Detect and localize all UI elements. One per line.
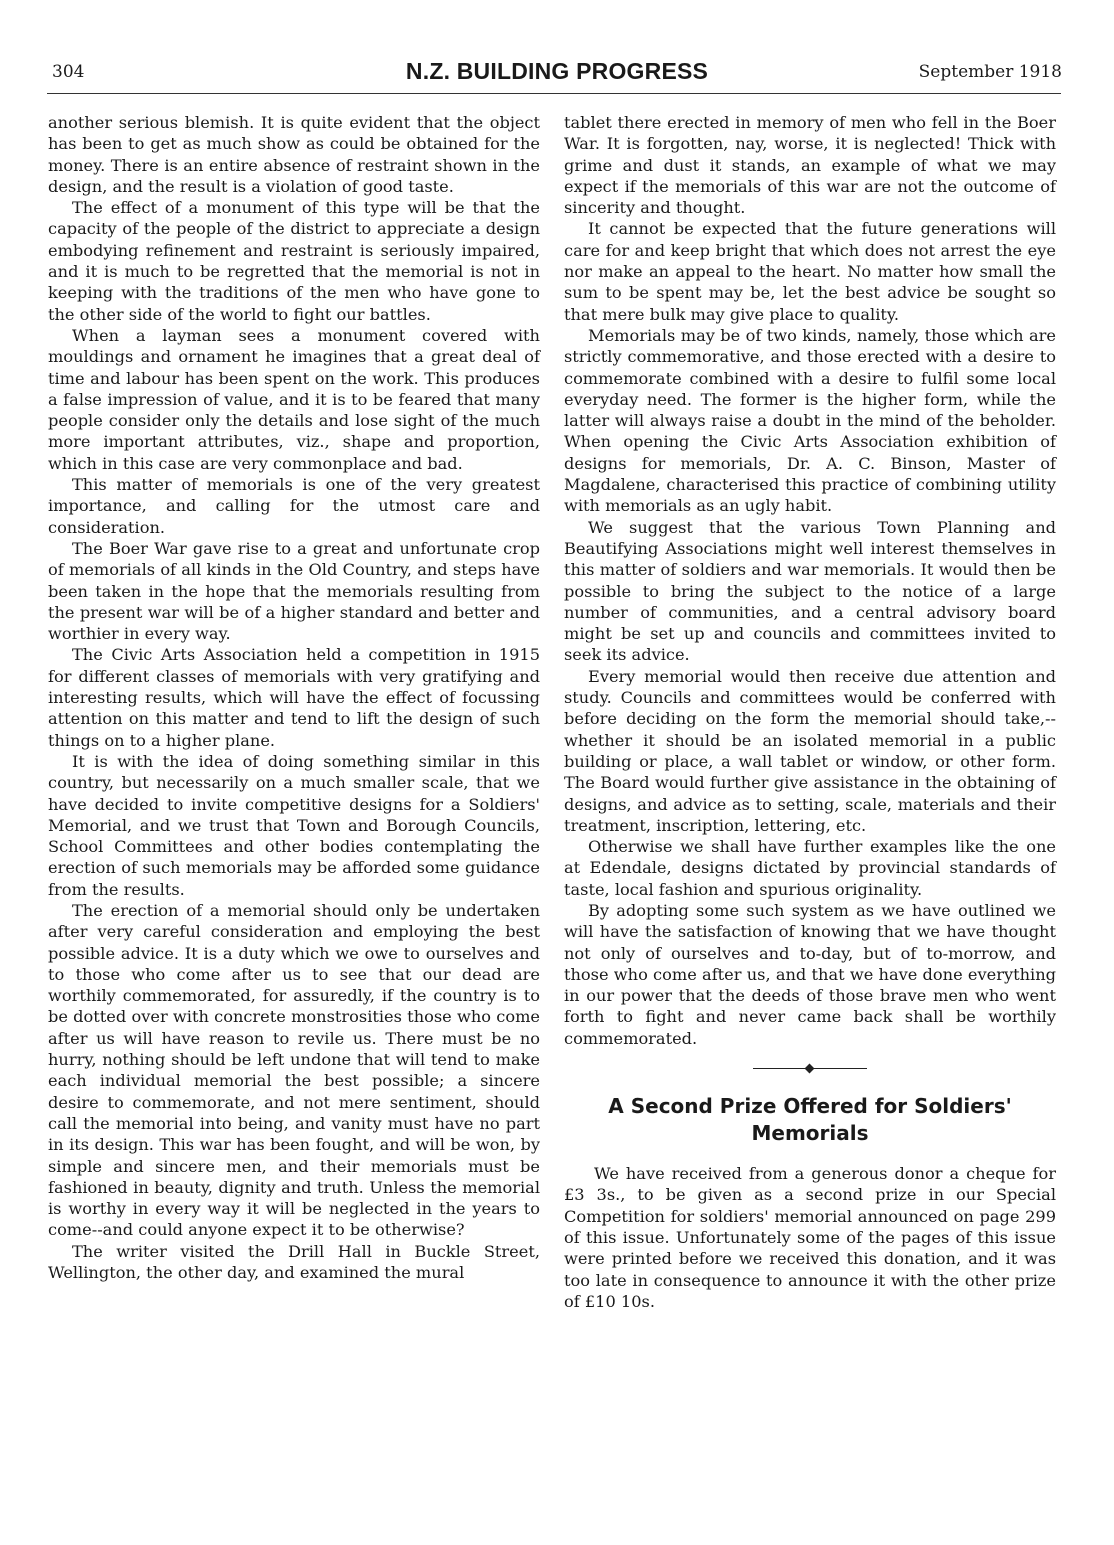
running-header xyxy=(52,58,1062,92)
paragraph: It cannot be expected that the future generations will care for and keep bright that which does not arrest the eye nor make an appeal to the heart. No matter how small the sum to be spent may be, let the best advice be sought so that mere bulk may give place to quality. xyxy=(564,219,1056,324)
paragraph: The Civic Arts Association held a competition in 1915 for different classes of memorials with very gratifying and interesting results, which will have the effect of focussing attention on this matter and tend to lift the design of such things on to a higher plane. xyxy=(48,645,540,750)
paragraph: The writer visited the Drill Hall in Buckle Street, Wellington, the other day, and examined the mural xyxy=(48,1241,540,1283)
paragraph: We suggest that the various Town Planning and Beautifying Associations might well interest themselves in this matter of soldiers and war memorials. It would then be possible to bring the subject to the notice of a large number of communities, and a central advisory board might be set up and councils and committees invited to seek its advice. xyxy=(564,517,1056,665)
left-column xyxy=(48,112,540,1283)
article-subheading: A Second Prize Offered for Soldiers' Memorials xyxy=(608,1094,1012,1146)
page-number: 304 xyxy=(52,62,85,82)
paragraph: By adopting some such system as we have outlined we will have the satisfaction of knowing that we have thought not only of ourselves and to-day, but of to-morrow, and those who come after us, and that we have done everything in our power that the deeds of those brave men who went forth to fight and never came back shall be worthily commemorated. xyxy=(564,900,1056,1048)
paragraph: When a layman sees a monument covered with mouldings and ornament he imagines that a great deal of time and labour has been spent on the work. This produces a false impression of value, and it is to be feared that many people consider only the details and lose sight of the much more important attributes, viz., shape and proportion, which in this case are very commonplace and bad. xyxy=(48,325,540,473)
paragraph: another serious blemish. It is quite evident that the object has been to get as much show as could be obtained for the money. There is an entire absence of restraint shown in the design, and the result is a violation of good taste. xyxy=(48,113,540,196)
paragraph: Otherwise we shall have further examples like the one at Edendale, designs dictated by provincial standards of taste, local fashion and spurious originality. xyxy=(564,837,1056,899)
issue-date: September 1918 xyxy=(918,62,1062,82)
paragraph: Every memorial would then receive due attention and study. Councils and committees would be conferred with before deciding on the form the memorial should take,--whether it should be an isolated memorial in a public building or place, a wall tablet or window, or other form. The Board would further give assistance in the obtaining of designs, and advice as to setting, scale, materials and their treatment, inscription, lettering, etc. xyxy=(564,666,1056,835)
paragraph: The Boer War gave rise to a great and unfortunate crop of memorials of all kinds in the Old Country, and steps have been taken in the hope that the memorials resulting from the present war will be of a higher standard and better and worthier in every way. xyxy=(48,538,540,644)
right-column xyxy=(564,112,1056,1312)
paragraph: The effect of a monument of this type will be that the capacity of the people of the district to appreciate a design embodying refinement and restraint is seriously impaired, and it is much to be regretted that the memorial is not in keeping with the traditions of the men who have gone to the other side of the world to fight our battles. xyxy=(48,198,540,324)
paragraph: It is with the idea of doing something similar in this country, but necessarily on a much smaller scale, that we have decided to invite competitive designs for a Soldiers' Memorial, and we trust that Town and Borough Councils, School Committees and other bodies contemplating the erection of such memorials may be afforded some guidance from the results. xyxy=(48,751,540,899)
paragraph: Memorials may be of two kinds, namely, those which are strictly commemorative, and those erected with a desire to commemorate combined with a desire to fulfil some local everyday need. The former is the higher form, while the latter will always raise a doubt in the mind of the beholder. When opening the Civic Arts Association exhibition of designs for memorials, Dr. A. C. Binson, Master of Magdalene, characterised this practice of combining utility with memorials as an ugly habit. xyxy=(564,325,1056,516)
divider-diamond-icon xyxy=(805,1064,815,1074)
paragraph: This matter of memorials is one of the very greatest importance, and calling for the utmost care and consideration. xyxy=(48,475,540,537)
header-rule xyxy=(47,93,1061,94)
paragraph: The erection of a memorial should only be undertaken after very careful consideration and employing the best possible advice. It is a duty which we owe to ourselves and to those who come after us to see that our dead are worthily commemorated, for assuredly, if the country is to be dotted over with concrete monstrosities those who come after us will have reason to revile us. There must be no hurry, nothing should be left undone that will tend to make each individual memorial the best possible; a sincere desire to commemorate, and not mere sentiment, should call the memorial into being, and vanity must have no part in its design. This war has been fought, and will be won, by simple and sincere men, and their memorials must be fashioned in beauty, dignity and truth. Unless the memorial is worthy in every way it will be neglected in the years to come--and could anyone expect it to be otherwise? xyxy=(48,900,540,1240)
publication-title: N.Z. BUILDING PROGRESS xyxy=(405,58,709,84)
paragraph: tablet there erected in memory of men who fell in the Boer War. It is forgotten, nay, worse, it is neglected! Thick with grime and dust it stands, an example of what we may expect if the memorials of this war are not the outcome of sincerity and thought. xyxy=(564,113,1056,218)
section-divider-ornament xyxy=(753,1065,867,1073)
prize-notice-paragraph: We have received from a generous donor a cheque for £3 3s., to be given as a second prize in our Special Competition for soldiers' memorial announced on page 299 of this issue. Unfortunately some of the pages of this issue were printed before we received this donation, and it was too late in consequence to announce it with the other prize of £10 10s. xyxy=(564,1164,1056,1311)
